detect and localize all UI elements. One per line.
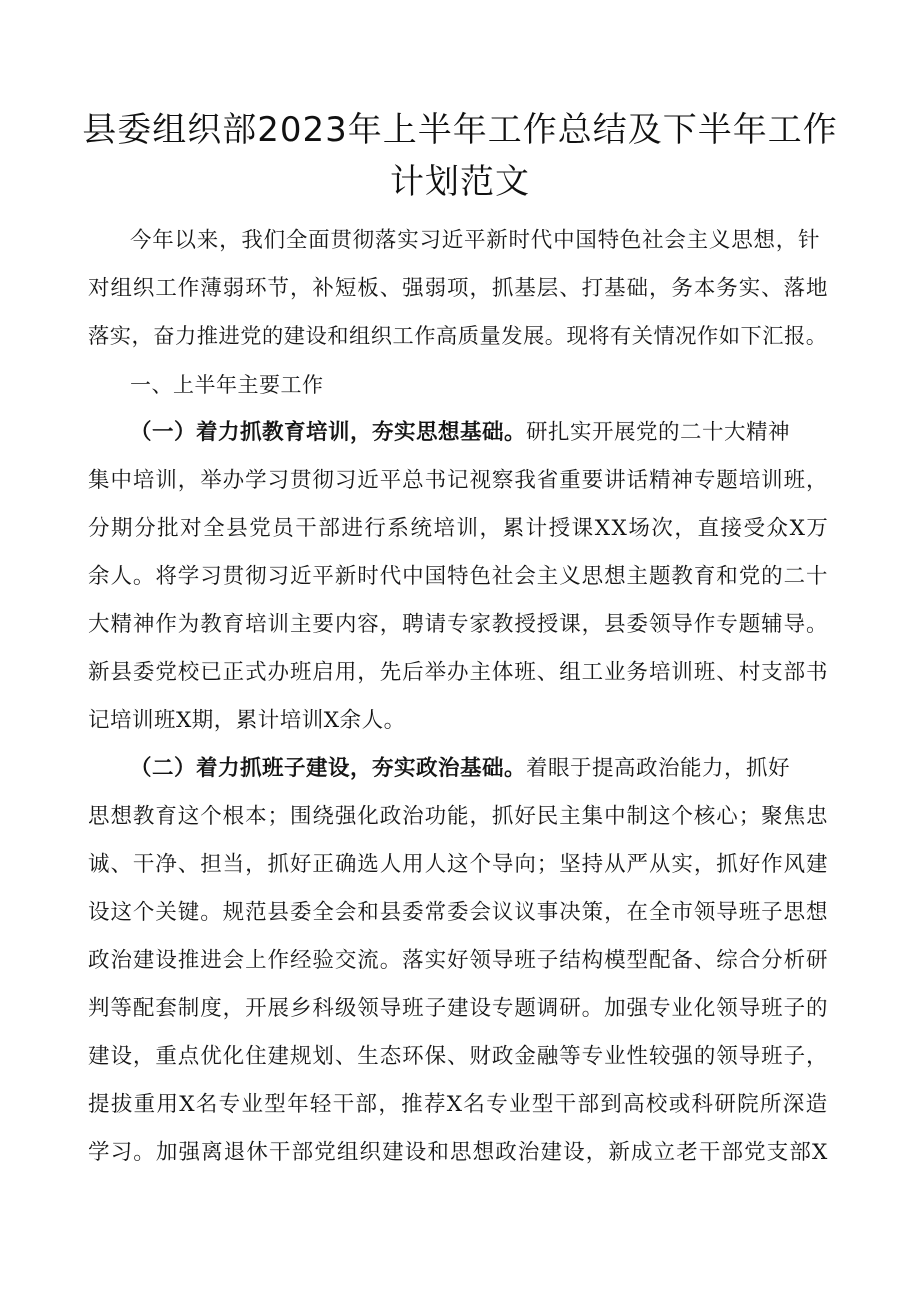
paragraph-line: 建设，重点优化住建规划、生态环保、财政金融等专业性较强的领导班子， bbox=[88, 1044, 829, 1069]
paragraph-line: 学习。加强离退休干部党组织建设和思想政治建设，新成立老干部党支部X bbox=[88, 1140, 829, 1165]
subsection-heading: （一）着力抓教育培训，夯实思想基础。 bbox=[130, 420, 527, 445]
paragraph-line: 余人。将学习贯彻习近平新时代中国特色社会主义思想主题教育和党的二十 bbox=[88, 564, 829, 589]
paragraph-text: 着眼于提高政治能力，抓好 bbox=[526, 756, 791, 781]
paragraph-text: 研扎实开展党的二十大精神 bbox=[526, 420, 791, 445]
paragraph-line: 诚、干净、担当，抓好正确选人用人这个导向；坚持从严从实，抓好作风建 bbox=[88, 852, 829, 877]
document-title-line-2: 计划范文 bbox=[390, 162, 530, 202]
subsection-heading: （二）着力抓班子建设，夯实政治基础。 bbox=[130, 756, 527, 781]
paragraph-line: 思想教育这个根本；围绕强化政治功能，抓好民主集中制这个核心；聚焦忠 bbox=[88, 804, 829, 829]
paragraph-line: 设这个关键。规范县委全会和县委常委会议议事决策，在全市领导班子思想 bbox=[88, 900, 829, 925]
paragraph-line: 分期分批对全县党员干部进行系统培训，累计授课XX场次，直接受众X万 bbox=[88, 516, 830, 541]
document-title-line-1: 县委组织部2023年上半年工作总结及下半年工作 bbox=[82, 110, 838, 150]
paragraph-line: 对组织工作薄弱环节，补短板、强弱项，抓基层、打基础，务本务实、落地 bbox=[88, 276, 829, 301]
section-heading: 一、上半年主要工作 bbox=[130, 373, 324, 397]
paragraph-line: 提拔重用X名专业型年轻干部，推荐X名专业型干部到高校或科研院所深造 bbox=[88, 1092, 829, 1117]
paragraph-line: 今年以来，我们全面贯彻落实习近平新时代中国特色社会主义思想，针 bbox=[130, 228, 821, 253]
paragraph-line: 落实，奋力推进党的建设和组织工作高质量发展。现将有关情况作如下汇报。 bbox=[88, 324, 828, 349]
paragraph-line: 判等配套制度，开展乡科级领导班子建设专题调研。加强专业化领导班子的 bbox=[88, 996, 829, 1021]
paragraph-first-line bbox=[130, 418, 830, 448]
paragraph-line: 政治建设推进会上作经验交流。落实好领导班子结构模型配备、综合分析研 bbox=[88, 948, 829, 973]
paragraph-first-line bbox=[130, 754, 830, 784]
paragraph-line: 新县委党校已正式办班启用，先后举办主体班、组工业务培训班、村支部书 bbox=[88, 660, 829, 685]
paragraph-line: 记培训班X期，累计培训X余人。 bbox=[88, 708, 406, 733]
paragraph-line: 大精神作为教育培训主要内容，聘请专家教授授课，县委领导作专题辅导。 bbox=[88, 612, 829, 637]
paragraph-line: 集中培训，举办学习贯彻习近平总书记视察我省重要讲话精神专题培训班， bbox=[88, 468, 829, 493]
